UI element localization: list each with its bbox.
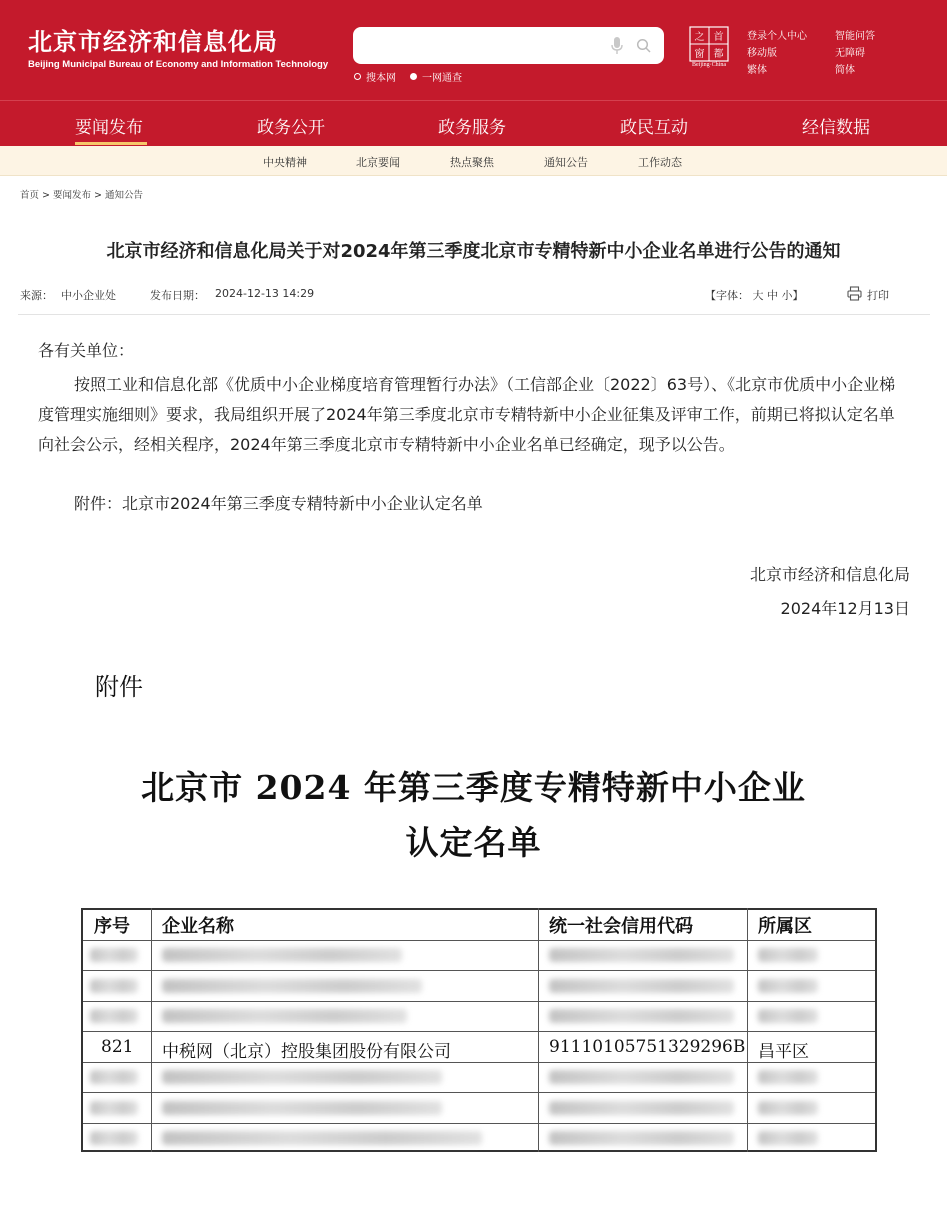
search-option-all[interactable] [410,69,462,84]
search-input[interactable] [363,35,603,55]
blurred-cell [90,1009,138,1023]
attachment-link[interactable]: 附件：北京市2024年第三季度专精特新中小企业认定名单 [74,494,483,513]
nav-item-services[interactable]: 政务服务 [438,118,506,138]
radio-filled-icon [410,73,417,80]
subnav-item-beijing[interactable]: 北京要闻 [356,156,400,169]
print-button[interactable]: 打印 [867,289,889,302]
blurred-cell [549,1131,734,1145]
salutation: 各有关单位： [38,341,135,360]
column-header-name: 企业名称 [162,916,234,937]
emblem-caption: Beijing·China [692,62,726,68]
login-link[interactable]: 登录个人中心 [747,31,807,42]
site-title[interactable]: 北京市经济和信息化局 [28,28,278,56]
blurred-cell [162,1070,442,1084]
source-label: 来源： [20,289,53,302]
blurred-cell [549,979,734,993]
blurred-cell [90,1131,138,1145]
table-column-divider [538,908,539,1152]
site-header [0,0,947,100]
qa-link[interactable]: 智能问答 [835,31,875,42]
mobile-link[interactable]: 移动版 [747,48,777,59]
simplified-link[interactable]: 简体 [835,65,855,76]
search-icon[interactable] [636,38,651,53]
blurred-cell [549,1070,734,1084]
breadcrumb[interactable]: 首页 > 要闻发布 > 通知公告 [20,190,143,201]
main-nav [0,100,947,146]
enterprise-table [81,908,877,1152]
source-value: 中小企业处 [61,289,116,302]
attachment-title-line1: 北京市 2024 年第三季度专精特新中小企业 [141,768,806,807]
blurred-cell [549,1101,734,1115]
search-option-site[interactable] [354,69,396,84]
blurred-cell [90,948,138,962]
column-header-no: 序号 [94,916,130,937]
blurred-cell [162,1101,442,1115]
traditional-link[interactable]: 繁体 [747,65,767,76]
site-subtitle: Beijing Municipal Bureau of Economy and Information Technology [28,59,329,70]
column-header-district: 所属区 [758,916,812,937]
nav-item-interaction[interactable]: 政民互动 [620,118,688,138]
cell-no: 821 [101,1037,134,1057]
table-column-divider [747,908,748,1152]
microphone-icon[interactable] [611,37,623,54]
column-header-code: 统一社会信用代码 [549,916,693,937]
blurred-cell [758,948,818,962]
nav-item-data[interactable]: 经信数据 [802,118,870,138]
nav-item-news[interactable]: 要闻发布 [75,118,143,138]
article-paragraph: 按照工业和信息化部《优质中小企业梯度培育管理暂行办法》（工信部企业〔2022〕63号）、《北京市优质中小企业梯度管理实施细则》要求，我局组织开展了2024年第三季度北京市专精特新中小企业征集及评审工作，前期已将拟认定名单向社会公示，经相关程序，2024年第三季度北京市专精特新中小企业名单已经确定，现予以公告。 [38,375,896,454]
font-size-control[interactable]: 【字体： 大 中 小】 [705,289,804,302]
blurred-cell [549,1009,734,1023]
subnav-item-work[interactable]: 工作动态 [638,156,682,169]
blurred-cell [90,979,138,993]
search-option-site-label: 搜本网 [366,73,396,84]
blurred-cell [758,1131,818,1145]
article-title: 北京市经济和信息化局关于对2024年第三季度北京市专精特新中小企业名单进行公告的通知 [106,241,841,262]
blurred-cell [162,979,422,993]
table-column-divider [151,908,152,1152]
blurred-cell [758,979,818,993]
svg-text:之: 之 [694,32,705,43]
blurred-cell [162,1131,482,1145]
cell-code: 91110105751329296B [549,1037,746,1057]
subnav-item-hotspot[interactable]: 热点聚焦 [450,156,494,169]
svg-text:窗: 窗 [694,49,705,60]
nav-item-affairs[interactable]: 政务公开 [257,118,325,138]
radio-icon [354,73,361,80]
svg-text:首: 首 [713,32,724,43]
attachment-title-line2: 认定名单 [405,823,542,862]
blurred-cell [162,948,402,962]
search-option-all-label: 一网通查 [422,73,462,84]
blurred-cell [758,1070,818,1084]
cell-district: 昌平区 [758,1042,809,1062]
attachment-label: 附件 [95,673,143,701]
publish-date: 2024-12-13 14:29 [215,287,315,300]
date-label: 发布日期： [150,289,205,302]
blurred-cell [758,1101,818,1115]
sub-nav [0,146,947,176]
svg-text:都: 都 [713,49,724,60]
subnav-item-central[interactable]: 中央精神 [263,156,307,169]
divider [18,314,930,315]
blurred-cell [162,1009,407,1023]
subnav-item-notices[interactable]: 通知公告 [544,156,588,169]
blurred-cell [90,1101,138,1115]
accessible-link[interactable]: 无障碍 [835,48,865,59]
printer-icon[interactable] [847,286,862,301]
cell-name: 中税网（北京）控股集团股份有限公司 [162,1042,451,1062]
signature-org: 北京市经济和信息化局 [749,565,910,584]
nav-active-indicator [75,142,147,145]
blurred-cell [549,948,734,962]
blurred-cell [90,1070,138,1084]
signature-date: 2024年12月13日 [780,599,910,618]
blurred-cell [758,1009,818,1023]
